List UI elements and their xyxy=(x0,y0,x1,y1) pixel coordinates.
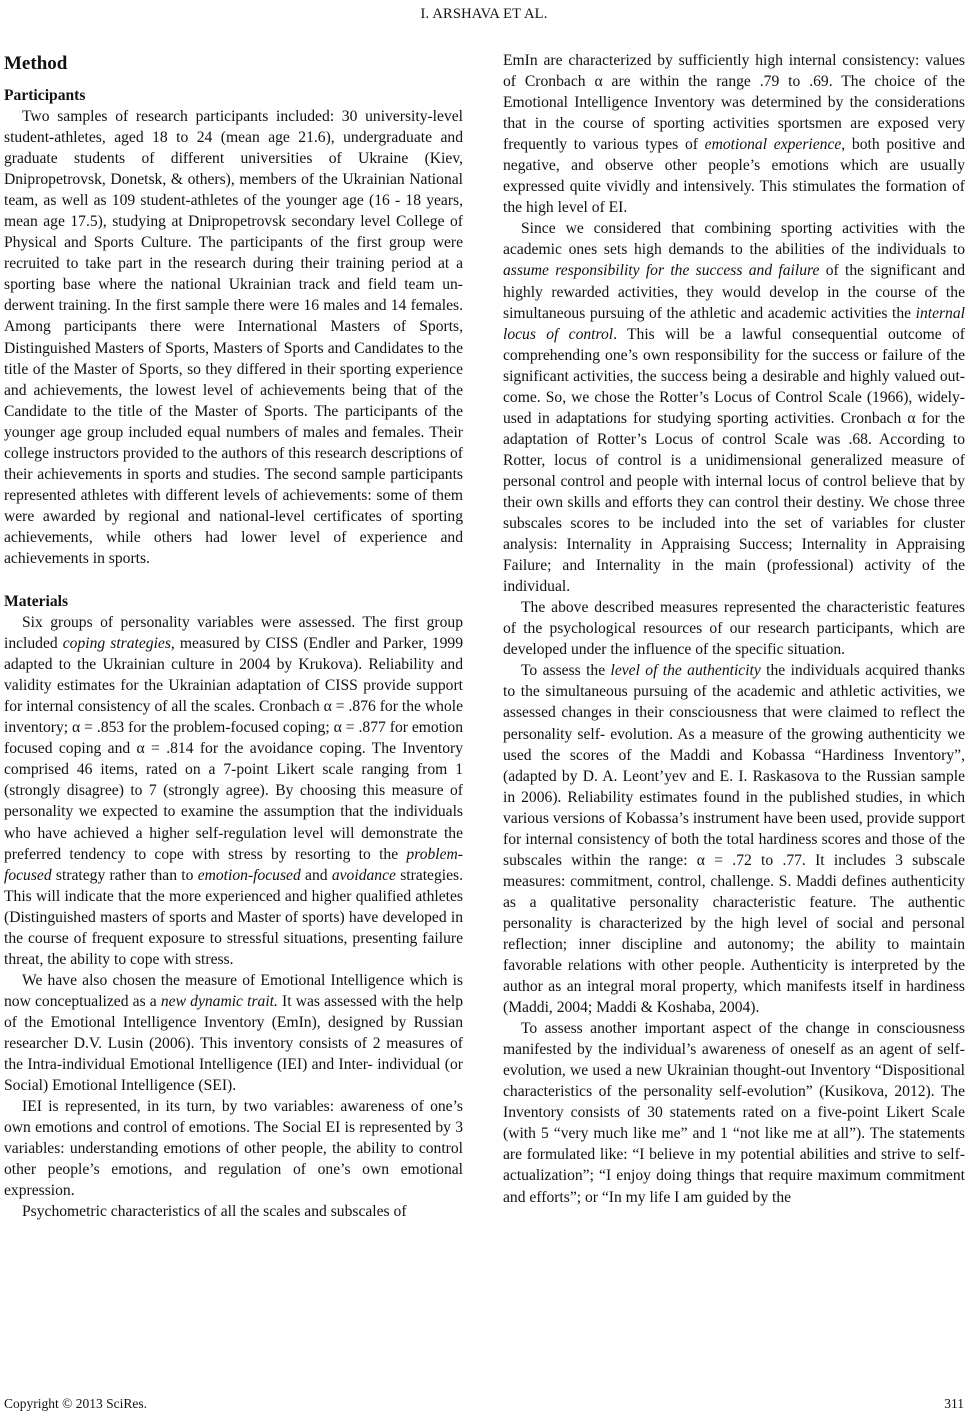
participants-heading: Participants xyxy=(4,87,86,104)
text-run: Six groups of personality variables were assessed. The first group included xyxy=(4,614,463,653)
text-run: It was assessed with the help of the Emotional Intelligence Inventory (EmIn), designed by Russian researcher D.V. Lusin (2006). This inventory consists of 2 measures of the Intra-individual Emotional Intelligence (IEI) and Inter- individual (or Social) Emotional Intelligence (SEI). xyxy=(4,992,464,1095)
text-run: , both positive and negative, and observe other people’s emotions which are usually expressed quite vividly and intensively. This stimulates the formation of the high level of EI. xyxy=(503,136,965,217)
emphasis-new-dynamic-trait: new dynamic trait. xyxy=(160,992,278,1010)
emphasis-emotion-focused: emotion-focused xyxy=(197,866,301,884)
emphasis-emotional-experience: emotional experience xyxy=(704,136,842,154)
right-column xyxy=(503,50,965,1208)
right-paragraph-2 xyxy=(503,218,965,597)
text-run: strategy rather than to xyxy=(51,866,198,884)
emphasis-internal-locus: internal locus of control xyxy=(503,304,965,343)
text-run: To assess the xyxy=(521,662,611,680)
copyright-notice: Copyright © 2013 SciRes. xyxy=(4,1396,148,1411)
text-run: strategies. This will indicate that the more experienced and higher qualified athletes (Distinguished masters of sports and Master of sports) have developed in the course of frequent exposure to stressful situations, presenting failure threat, the ability to cope with stress. xyxy=(4,866,463,968)
materials-paragraph-3: IEI is represented, in its turn, by two variables: awareness of one’s own emotions and control of emotions. The Social EI is represented by 3 variables: understanding emotions of other people, the ability to control other people’s emotions, and regulation of one’s own emotional expression. xyxy=(4,1098,463,1200)
text-run: and xyxy=(300,866,332,884)
text-run: We have also chosen the measure of Emotional Intelligence which is now conceptualized as a xyxy=(4,971,463,1010)
page-number: 311 xyxy=(944,1396,964,1411)
right-paragraph-1 xyxy=(503,50,965,218)
participants-paragraph: Two samples of research participants included: 30 university-level student-athletes, aged 18 to 24 (mean age 21.6), undergraduate and graduate students of different universities of Ukraine (Kiev, Dnipropetrovsk, Donetsk, & others), members of the Ukrainian National team, as well as 109 student-athletes of the younger age (16 - 18 years, mean age 17.5), studying at Dnipropetrovsk secondary level College of Physical and Sports Culture. The participants of the first group were recruited to take part in the research during their training period at a sporting base where the national Ukrainian track and field team underwent training. In the first sample there were 16 males and 14 females. Among participants there were International Masters of Sports, Distinguished Masters of Sports, Masters of Sports and Candidates to the title of the Master of Sports, so they differed in their sporting experience and achievements, the lowest level of achievements being that of the Candidate to the title of the Master of Sports. The participants of the younger age group included equal numbers of males and females. Their college instructors provided to the authors of this research descriptions of their achievements in sports and studies. The second sample participants represented athletes with different levels of achievements: some of them were awarded by regional and national-level certificates of sporting achievements, while others had lower level of experience and achievements in sports. xyxy=(4,108,463,567)
right-paragraph-4 xyxy=(503,660,965,1018)
text-run: the individuals acquired thanks to the simultaneous pursuing of the academic and athletic activities, we assessed changes in their consciousness that were claimed to reflect the personality self- evolution. As a measure of the growing authenticity we used the scores of the Maddi and Kobassa “Hardiness Inventory”, (adapted by D. A. Leont’yev and E. I. Raskasova to the Russian sample in 2006). Reliability estimates found in the published studies, in which various versions of Kobassa’s instrument have been used, provide support for internal consistency of both the total hardiness scores and those of the subscales within the range: α = .72 to .77. It includes 3 subscale measures: commitment, control, challenge. S. Maddi defines authenticity as a qualitative personality characteristic feature. The authentic personality is characterized by the high level of social and personal reflection; inner discipline and autonomy; the ability to maintain favorable relations with other people. Authenticity is interpreted by the author as an integral moral property, which manifests itself in hardiness (Maddi, 2004; Maddi & Koshaba, 2004). xyxy=(503,662,965,1017)
text-run: . This will be a lawful consequential outcome of comprehending one’s own responsibility for the success or failure of the significant activities, the success being a desirable and highly valued outcome. So, we chose the Rotter’s Locus of Control Scale (1966), widely-used in adaptations for studying sporting activities. Cronbach α for the adaptation of Rotter’s Locus of control Scale was .68. According to Rotter, locus of control is a unidimensional generalized measure of personal control and people with internal locus of control believe that by their own skills and efforts they can control their destiny. We chose three subscales scores to be included into the set of variables for cluster analysis: Internality in Appraising Success; Internality in Appraising Failure; and Internality in the main (professional) activity of the individual. xyxy=(503,325,965,596)
text-run: of the significant and highly rewarded activities, they would develop in the course of the simultaneous pursuing of the athletic and academic activities the xyxy=(503,262,965,322)
emphasis-level-of-authenticity: level of the authenticity xyxy=(610,662,761,680)
text-run: , measured by CISS (Endler and Parker, 1999 adapted to the Ukrainian culture in 2004 by Krukova). Reliability and validity estimates for the Ukrainian adaptation of CISS provide support for internal consistency of all the scales. Cronbach α = .876 for the whole inventory; α = .853 for the problem-focused coping; α = .877 for emotion focused coping and α = .814 for the avoidance coping. The Inventory comprised 46 items, rated on a 7-point Likert scale ranging from 1 (strongly disagree) to 7 (strongly agree). By choosing this measure of personality we expected to examine the assumption that the individuals who have achieved a higher self-regulation level will demonstrate the preferred tendency to cope with stress by resorting to the xyxy=(4,635,464,863)
materials-paragraph-1 xyxy=(4,612,463,970)
right-paragraph-5: To assess another important aspect of the change in consciousness manifested by the individual’s awareness of oneself as an agent of self-evolution, we used a new Ukrainian thought-out Inventory “Dispositional characteristics of the personality self-evolution” (Kusikova, 2012). The Inventory consists of 30 statements rated on a five-point Likert Scale (with 5 “very much like me” and 1 “not like me at all”). The statements are formulated like: “I believe in my potential abilities and strive to self-actualization”; “I enjoy doing things that require maximum commitment and efforts”; or “In my life I am guided by the xyxy=(503,1020,965,1206)
materials-paragraph-2 xyxy=(4,970,463,1096)
emphasis-coping-strategies: coping strategies xyxy=(62,635,171,653)
materials-paragraph-4: Psychometric characteristics of all the scales and subscales of xyxy=(22,1203,407,1221)
running-head: I. ARSHAVA ET AL. xyxy=(420,6,548,22)
emphasis-assume-responsibility: assume responsibility for the success and failure xyxy=(503,262,820,280)
emphasis-problem-focused: problem-focused xyxy=(4,845,463,884)
section-title: Method xyxy=(4,53,68,74)
text-run: EmIn are characterized by sufficiently high internal consistency: values of Cronbach α are within the range .79 to .69. The choice of the Emotional Intelligence Inventory was determined by the considerations that in the course of sporting activities sportsmen are exposed very frequently to various types of xyxy=(503,52,965,154)
right-paragraph-3: The above described measures represented the characteristic features of the psychological resources of our research participants, which are developed under the influence of the specific situation. xyxy=(503,599,965,659)
text-run: Since we considered that combining sporting activities with the academic ones sets high demands to the abilities of the individuals to xyxy=(503,220,965,259)
materials-heading: Materials xyxy=(4,593,69,611)
left-column xyxy=(4,50,463,1222)
emphasis-avoidance: avoidance xyxy=(331,866,396,884)
